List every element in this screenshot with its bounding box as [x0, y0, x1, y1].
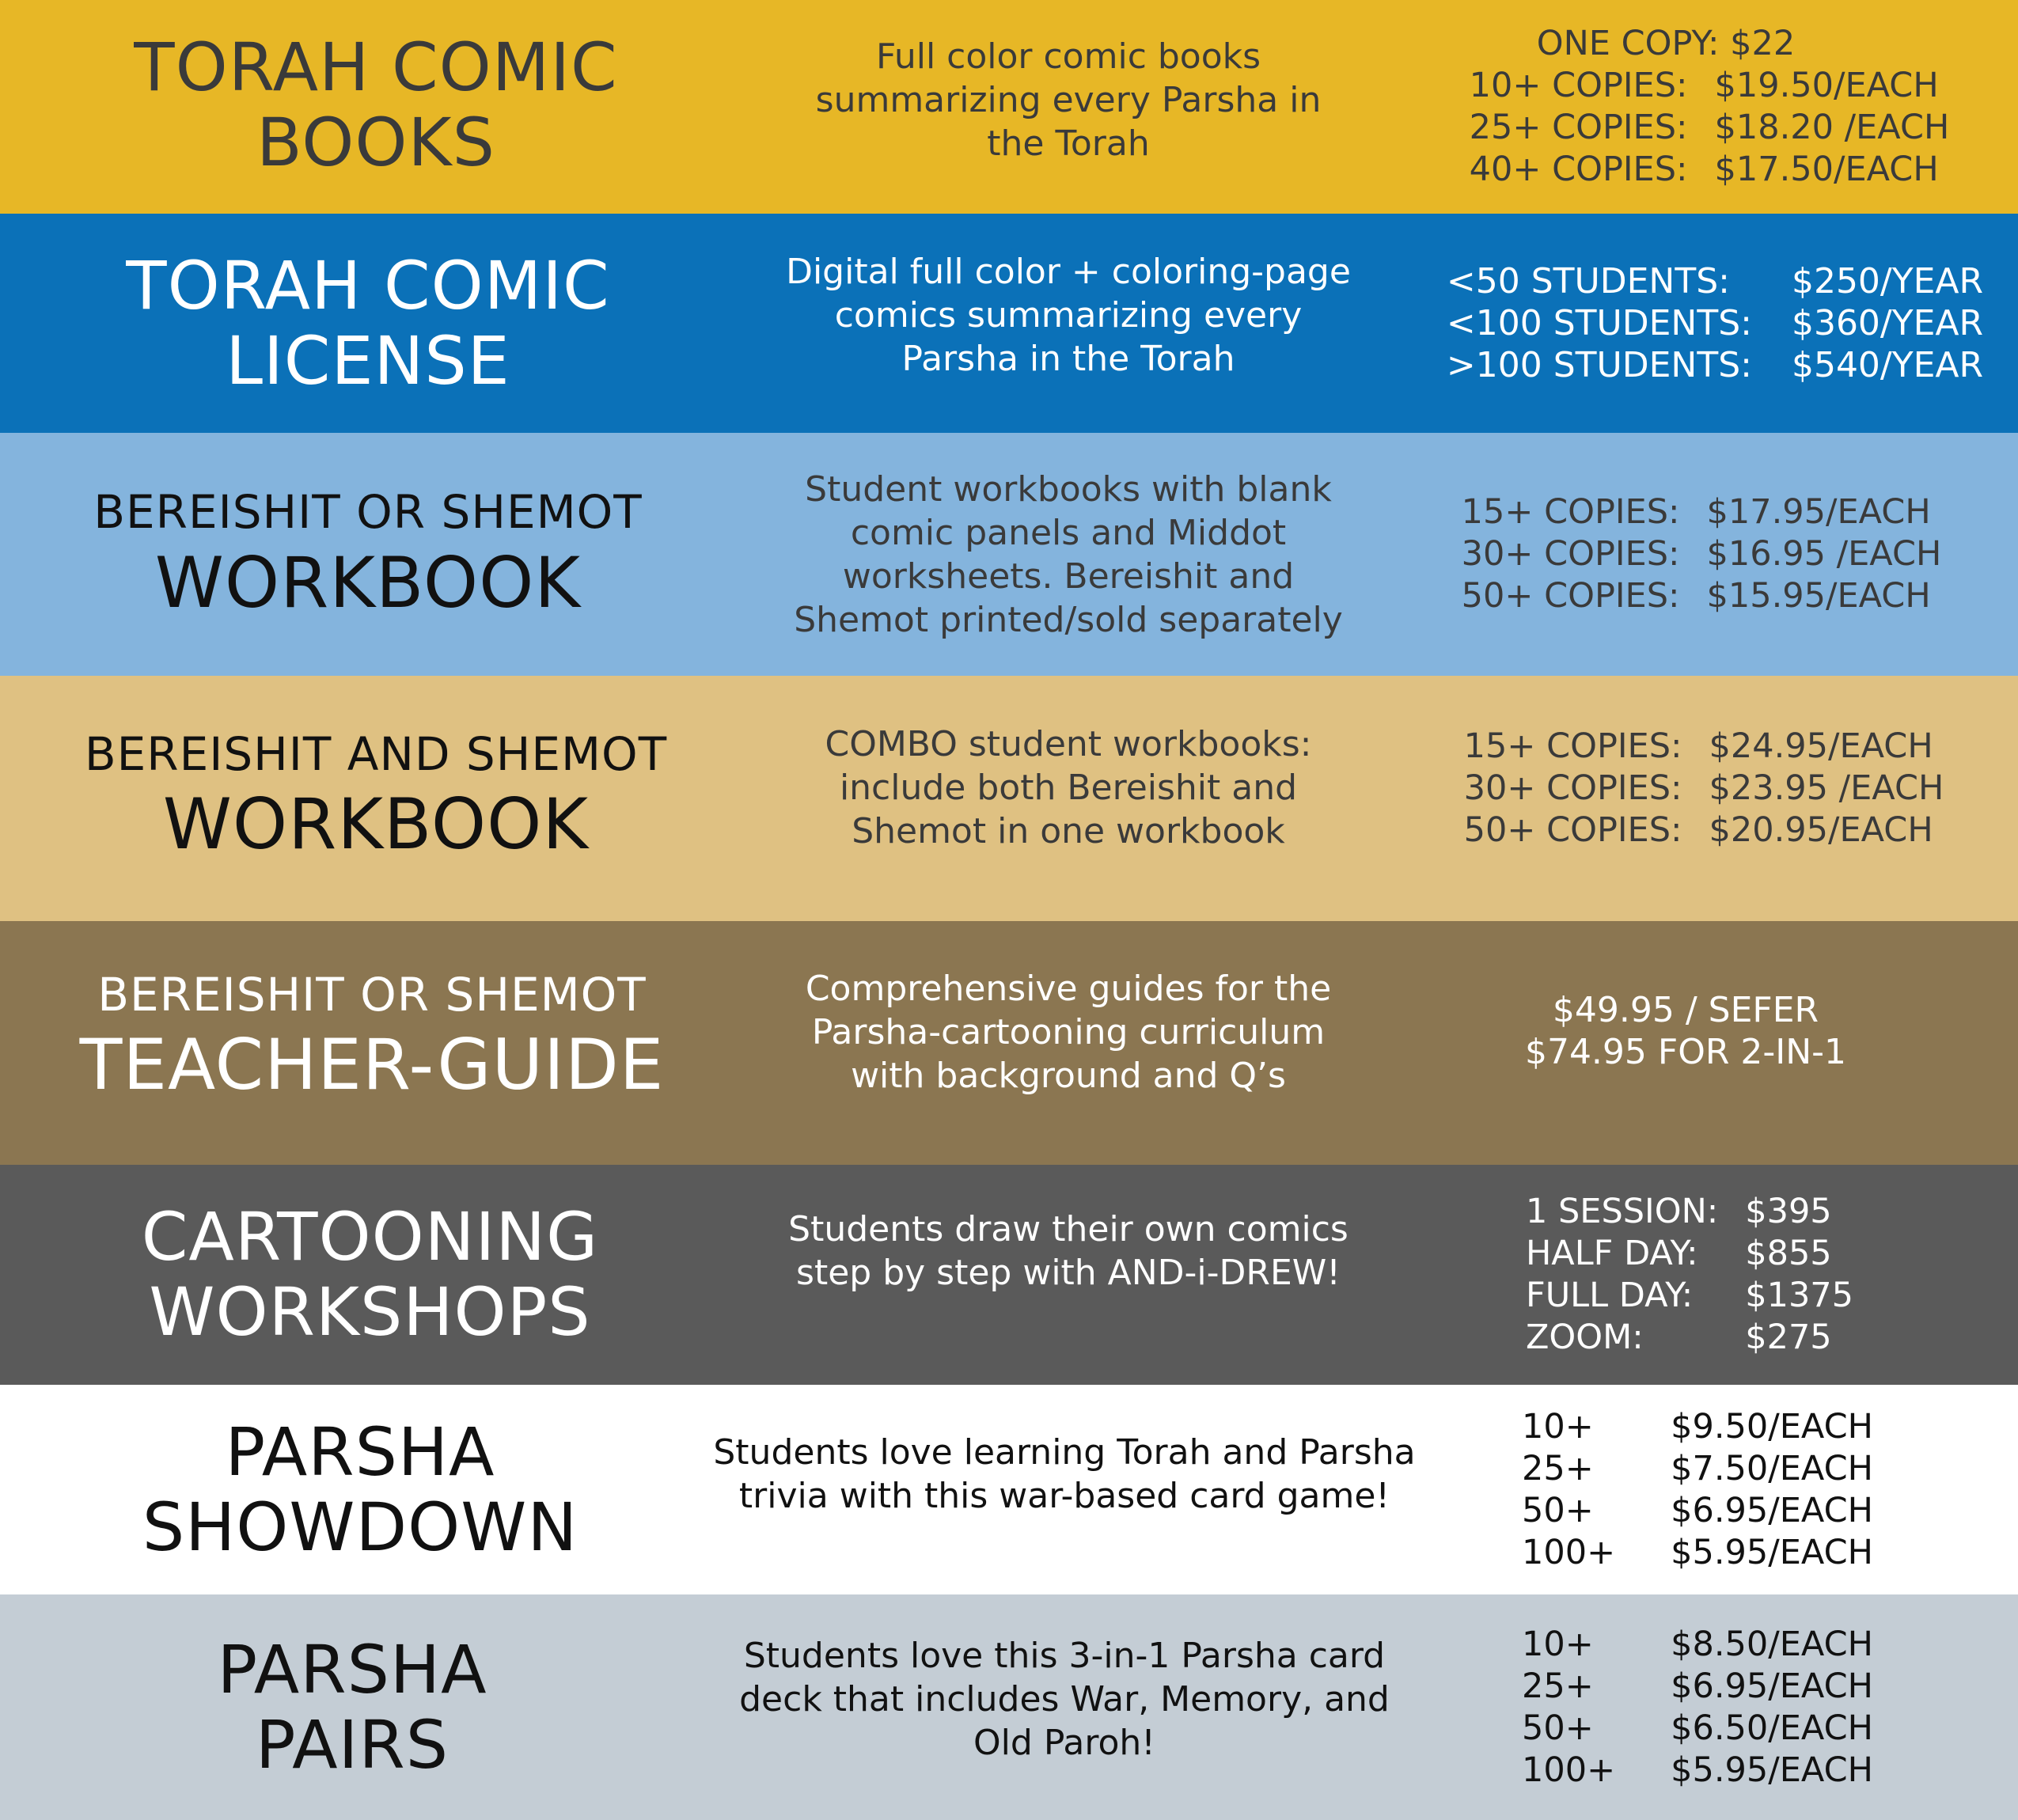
tier-price: $6.50/EACH — [1671, 1708, 1873, 1748]
title-subline: BEREISHIT OR SHEMOT — [97, 967, 647, 1022]
tier-label: >100 STUDENTS: — [1446, 345, 1752, 385]
product-title — [217, 1632, 487, 1783]
title-line: PARSHA — [225, 1412, 495, 1491]
title-line: BOOKS — [256, 104, 495, 181]
price-row — [1462, 575, 1942, 617]
pricing-cell — [1401, 1385, 2018, 1594]
price-row — [1526, 1233, 1853, 1275]
price-row — [1522, 1490, 1873, 1532]
price-table — [1447, 260, 1983, 386]
tier-label: <100 STUDENTS: — [1446, 303, 1752, 343]
row-bereishit-or-shemot-workbook — [0, 433, 2018, 676]
tier-label: 50+ COPIES: — [1461, 576, 1680, 616]
price-row — [1470, 107, 1950, 149]
tier-price: $18.20 /EACH — [1714, 108, 1950, 147]
price-row — [1526, 1275, 1853, 1317]
price-table — [1464, 726, 1944, 851]
pricing-cell — [1401, 0, 2018, 214]
price-table — [1470, 65, 1950, 191]
description-cell — [744, 433, 1393, 676]
description-cell — [657, 1594, 1472, 1820]
tier-price: $8.50/EACH — [1671, 1624, 1873, 1664]
product-title — [142, 1200, 598, 1350]
product-description: Students love learning Torah and Parsha trivia with this war-based card game! — [713, 1431, 1416, 1516]
product-description: Full color comic books summarizing every Parsha in the Torah — [815, 36, 1322, 164]
tier-price: $24.95/EACH — [1709, 726, 1933, 766]
tier-price: $19.50/EACH — [1714, 66, 1939, 105]
product-title-cell — [0, 433, 752, 676]
tier-label: 100+ — [1522, 1750, 1616, 1790]
row-teacher-guide — [0, 921, 2018, 1165]
product-title-cell — [0, 214, 752, 433]
tier-label: 25+ — [1522, 1666, 1594, 1706]
price-header: ONE COPY: $22 — [1536, 24, 1796, 63]
title-line: PAIRS — [255, 1705, 449, 1784]
tier-label: 10+ — [1522, 1406, 1594, 1447]
tier-label: 25+ COPIES: — [1469, 108, 1688, 147]
title-main: WORKBOOK — [162, 783, 590, 866]
description-cell — [744, 921, 1393, 1165]
tier-label: 15+ COPIES: — [1463, 726, 1682, 766]
product-description: Comprehensive guides for the Parsha-cartooning curriculum with background and Q’s — [805, 968, 1332, 1096]
price-row — [1522, 1448, 1873, 1490]
price-row — [1464, 726, 1944, 768]
product-description: Student workbooks with blank comic panels and Middot worksheets. Bereishit and Shemot printed/sold separately — [794, 468, 1343, 640]
title-main: WORKBOOK — [154, 541, 582, 624]
title-line: WORKSHOPS — [149, 1273, 591, 1351]
pricing-cell — [1401, 433, 2018, 676]
price-row — [1470, 65, 1950, 107]
title-subline: BEREISHIT AND SHEMOT — [84, 726, 668, 781]
description-cell — [744, 214, 1393, 433]
tier-label: 50+ — [1522, 1490, 1594, 1530]
title-line: SHOWDOWN — [142, 1488, 578, 1566]
description-cell — [657, 1385, 1472, 1594]
product-title-cell — [0, 676, 752, 921]
tier-label: 100+ — [1522, 1532, 1616, 1572]
title-main: TEACHER-GUIDE — [79, 1024, 665, 1106]
title-line: PARSHA — [217, 1630, 487, 1708]
price-row — [1447, 302, 1983, 344]
tier-label: <50 STUDENTS: — [1446, 261, 1730, 301]
tier-price: $17.50/EACH — [1714, 150, 1939, 189]
product-description: Digital full color + coloring-page comics summarizing every Parsha in the Torah — [786, 252, 1351, 379]
tier-label: FULL DAY: — [1525, 1276, 1694, 1315]
tier-price: $250/YEAR — [1791, 261, 1984, 301]
product-description: Students draw their own comics step by step with AND-i-DREW! — [788, 1209, 1348, 1293]
price-row — [1462, 491, 1942, 533]
price-row — [1522, 1750, 1873, 1792]
tier-label: 1 SESSION: — [1525, 1192, 1719, 1231]
price-table — [1462, 491, 1942, 617]
row-parsha-showdown — [0, 1385, 2018, 1594]
tier-price: $360/YEAR — [1791, 303, 1984, 343]
title-line: CARTOONING — [141, 1198, 599, 1276]
row-torah-comic-license — [0, 214, 2018, 433]
pricing-cell — [1401, 676, 2018, 921]
price-row — [1522, 1708, 1873, 1750]
tier-label: 15+ COPIES: — [1461, 492, 1680, 532]
product-description: Students love this 3-in-1 Parsha card deck that includes War, Memory, and Old Paroh! — [739, 1636, 1390, 1763]
tier-label: 10+ — [1522, 1624, 1594, 1664]
price-row — [1522, 1532, 1873, 1574]
product-title — [80, 969, 665, 1105]
pricing-cell — [1401, 1594, 2018, 1820]
tier-price: $7.50/EACH — [1671, 1448, 1873, 1488]
title-line: TORAH COMIC — [126, 246, 610, 324]
tier-label: 10+ COPIES: — [1469, 66, 1688, 105]
price-row — [1522, 1666, 1873, 1708]
title-line: LICENSE — [226, 321, 510, 400]
tier-price: $6.95/EACH — [1671, 1666, 1873, 1706]
product-description: COMBO student workbooks: include both Bereishit and Shemot in one workbook — [825, 723, 1312, 851]
price-row — [1522, 1624, 1873, 1666]
row-bereishit-and-shemot-workbook — [0, 676, 2018, 921]
tier-price: $16.95 /EACH — [1706, 534, 1942, 574]
price-table — [1522, 1406, 1873, 1574]
description-cell — [744, 1165, 1393, 1385]
tier-price: $6.95/EACH — [1671, 1490, 1873, 1530]
price-row — [1464, 810, 1944, 851]
tier-label: 50+ COPIES: — [1463, 810, 1682, 850]
product-title-cell — [0, 0, 752, 214]
price-row — [1462, 533, 1942, 575]
tier-price: $540/YEAR — [1791, 345, 1984, 385]
tier-price: $275 — [1745, 1318, 1832, 1357]
description-cell — [744, 676, 1393, 921]
tier-label: 25+ — [1522, 1448, 1594, 1488]
tier-label: 30+ COPIES: — [1463, 768, 1682, 808]
product-title-cell — [0, 1594, 752, 1820]
tier-label: ZOOM: — [1525, 1318, 1644, 1357]
tier-label: HALF DAY: — [1525, 1234, 1698, 1273]
row-parsha-pairs — [0, 1594, 2018, 1820]
tier-price: $23.95 /EACH — [1709, 768, 1944, 808]
tier-label: 50+ — [1522, 1708, 1594, 1748]
product-title — [84, 726, 668, 866]
tier-label: 30+ COPIES: — [1461, 534, 1680, 574]
price-row — [1526, 1317, 1853, 1359]
pricing-cell — [1401, 1165, 2018, 1385]
price-table — [1522, 1624, 1873, 1792]
tier-price: $855 — [1745, 1234, 1832, 1273]
price-row — [1464, 768, 1944, 810]
price-row — [1470, 149, 1950, 191]
title-subline: BEREISHIT OR SHEMOT — [93, 485, 643, 540]
description-cell — [744, 0, 1393, 214]
pricing-cell — [1401, 214, 2018, 433]
title-line: TORAH COMIC — [134, 28, 618, 107]
tier-label: 40+ COPIES: — [1469, 150, 1688, 189]
pricing-cell — [1401, 921, 2018, 1165]
product-title-cell — [0, 921, 752, 1165]
tier-price: $5.95/EACH — [1671, 1750, 1873, 1790]
price-row — [1447, 344, 1983, 386]
product-title-cell — [0, 1385, 752, 1594]
price-row — [1447, 260, 1983, 302]
tier-price: $395 — [1745, 1192, 1832, 1231]
tier-price: $5.95/EACH — [1671, 1532, 1873, 1572]
product-title — [126, 248, 609, 399]
product-title — [93, 487, 642, 622]
row-torah-comic-books — [0, 0, 2018, 214]
price-lines: $49.95 / SEFER $74.95 FOR 2-IN-1 — [1524, 990, 1847, 1072]
tier-price: $15.95/EACH — [1706, 576, 1931, 616]
price-row — [1526, 1191, 1853, 1233]
price-row — [1522, 1406, 1873, 1448]
tier-price: $20.95/EACH — [1709, 810, 1933, 850]
tier-price: $9.50/EACH — [1671, 1406, 1873, 1447]
tier-price: $17.95/EACH — [1706, 492, 1931, 532]
product-title — [134, 30, 617, 180]
tier-price: $1375 — [1745, 1276, 1854, 1315]
product-title-cell — [0, 1165, 752, 1385]
row-cartooning-workshops — [0, 1165, 2018, 1385]
product-title — [142, 1412, 578, 1566]
price-table — [1526, 1191, 1853, 1359]
